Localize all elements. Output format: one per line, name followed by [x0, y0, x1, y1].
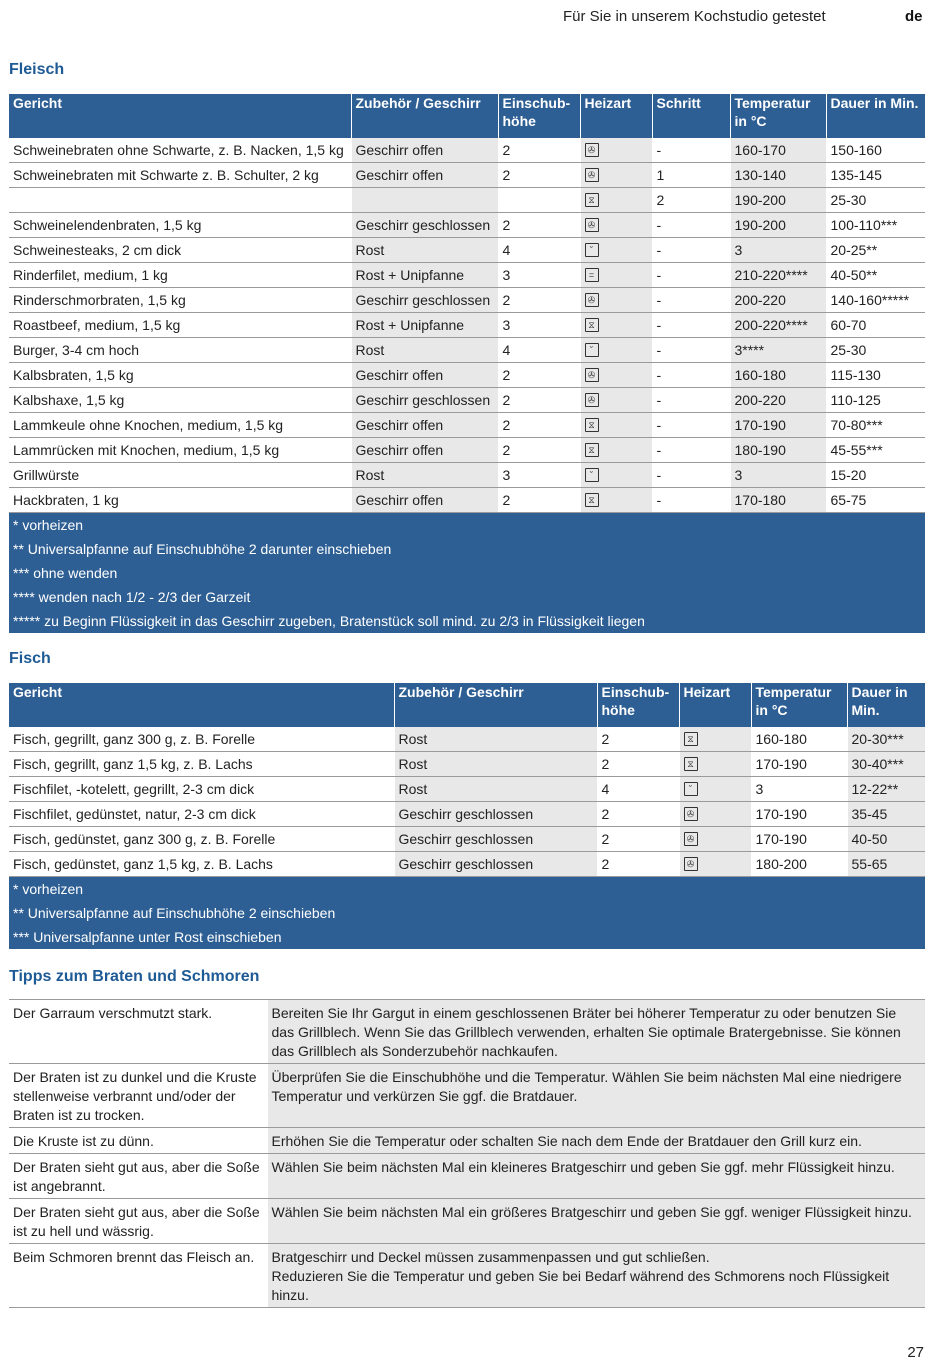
section-heading-tipps: Tipps zum Braten und Schmoren: [9, 968, 260, 985]
gericht-cell: Burger, 3-4 cm hoch: [9, 338, 351, 363]
loesung-cell: Wählen Sie beim nächsten Mal ein kleineres Bratgeschirr und geben Sie ggf. mehr Flüssigkeit hinzu.: [267, 1154, 925, 1199]
schritt-cell: -: [652, 213, 730, 238]
footnote-row: [9, 877, 925, 902]
schritt-cell: -: [652, 438, 730, 463]
grill-gross-icon: ˘: [585, 468, 599, 482]
heissluft-eco-icon: ✇: [585, 218, 599, 232]
zubehoer-cell: Geschirr geschlossen: [351, 213, 498, 238]
column-header: Temperatur in °C: [730, 94, 826, 138]
temp-cell: 170-190: [751, 802, 847, 827]
zubehoer-cell: Geschirr geschlossen: [351, 288, 498, 313]
temp-cell: 200-220: [730, 388, 826, 413]
heizart-cell: [580, 163, 652, 188]
tipps-row: [9, 1128, 925, 1154]
hoehe-cell: 2: [498, 213, 580, 238]
heizart-cell: [580, 438, 652, 463]
table-row: [9, 288, 925, 313]
temp-cell: 3: [730, 238, 826, 263]
schritt-cell: -: [652, 413, 730, 438]
schritt-cell: -: [652, 488, 730, 513]
zubehoer-cell: Geschirr offen: [351, 413, 498, 438]
temp-cell: 180-190: [730, 438, 826, 463]
temp-cell: 170-190: [751, 827, 847, 852]
language-tag: de: [905, 8, 923, 25]
footnote-row: [9, 609, 925, 633]
zubehoer-cell: Geschirr offen: [351, 163, 498, 188]
heizart-cell: [580, 288, 652, 313]
hoehe-cell: 2: [597, 827, 679, 852]
temp-cell: 160-170: [730, 138, 826, 163]
gericht-cell: Lammrücken mit Knochen, medium, 1,5 kg: [9, 438, 351, 463]
zubehoer-cell: Geschirr offen: [351, 488, 498, 513]
umluftgrill-icon: ⧖: [585, 493, 599, 507]
gericht-cell: Schweinelendenbraten, 1,5 kg: [9, 213, 351, 238]
table-row: [9, 488, 925, 513]
footnote: ** Universalpfanne auf Einschubhöhe 2 einschieben: [9, 901, 925, 925]
heizart-cell: [580, 413, 652, 438]
hoehe-cell: 4: [597, 777, 679, 802]
temp-cell: 170-180: [730, 488, 826, 513]
footnote-row: [9, 901, 925, 925]
tipps-row: [9, 1199, 925, 1244]
table-row: [9, 238, 925, 263]
dauer-cell: 150-160: [826, 138, 925, 163]
footnote: ** Universalpfanne auf Einschubhöhe 2 darunter einschieben: [9, 537, 925, 561]
temp-cell: 180-200: [751, 852, 847, 877]
fleisch-table: [9, 94, 925, 633]
table-row: [9, 138, 925, 163]
fisch-table: [9, 683, 925, 949]
hoehe-cell: 4: [498, 338, 580, 363]
heizart-cell: [580, 188, 652, 213]
hoehe-cell: 3: [498, 313, 580, 338]
dauer-cell: 140-160*****: [826, 288, 925, 313]
hoehe-cell: 2: [498, 438, 580, 463]
gericht-cell: Schweinebraten mit Schwarte z. B. Schulter, 2 kg: [9, 163, 351, 188]
hoehe-cell: 2: [597, 802, 679, 827]
table-row: [9, 802, 925, 827]
heizart-cell: [580, 338, 652, 363]
heissluft-eco-icon: ✇: [684, 857, 698, 871]
loesung-cell: Bratgeschirr und Deckel müssen zusammenpassen und gut schließen. Reduzieren Sie die Temperatur und geben Sie bei Bedarf während des Schmorens noch Flüssigkeit hinzu.: [267, 1244, 925, 1308]
heizart-cell: [679, 777, 751, 802]
section-heading-fisch: Fisch: [9, 650, 51, 667]
footnote: * vorheizen: [9, 877, 925, 902]
grill-gross-icon: ˘: [684, 782, 698, 796]
footnote-row: [9, 585, 925, 609]
footnote: ***** zu Beginn Flüssigkeit in das Geschirr zugeben, Bratenstück soll mind. zu 2/3 in Flüssigkeit liegen: [9, 609, 925, 633]
temp-cell: 3****: [730, 338, 826, 363]
schritt-cell: -: [652, 138, 730, 163]
zubehoer-cell: Rost: [394, 752, 597, 777]
footnote-row: [9, 513, 925, 538]
dauer-cell: 70-80***: [826, 413, 925, 438]
column-header: Temperatur in °C: [751, 683, 847, 727]
column-header: Dauer in Min.: [826, 94, 925, 138]
dauer-cell: 30-40***: [847, 752, 925, 777]
hoehe-cell: 2: [597, 752, 679, 777]
gericht-cell: Fisch, gedünstet, ganz 300 g, z. B. Forelle: [9, 827, 394, 852]
gericht-cell: Grillwürste: [9, 463, 351, 488]
schritt-cell: -: [652, 338, 730, 363]
heizart-cell: [580, 263, 652, 288]
loesung-cell: Erhöhen Sie die Temperatur oder schalten Sie nach dem Ende der Bratdauer den Grill kurz ein.: [267, 1128, 925, 1154]
hoehe-cell: 2: [498, 288, 580, 313]
column-header: Heizart: [580, 94, 652, 138]
zubehoer-cell: Geschirr offen: [351, 438, 498, 463]
zubehoer-cell: Geschirr offen: [351, 363, 498, 388]
schritt-cell: -: [652, 288, 730, 313]
temp-cell: 170-190: [751, 752, 847, 777]
schritt-cell: 2: [652, 188, 730, 213]
dauer-cell: 12-22**: [847, 777, 925, 802]
section-heading-fleisch: Fleisch: [9, 61, 65, 78]
dauer-cell: 20-25**: [826, 238, 925, 263]
heissluft-eco-icon: ✇: [585, 368, 599, 382]
temp-cell: 200-220****: [730, 313, 826, 338]
table-row: [9, 313, 925, 338]
table-row: [9, 263, 925, 288]
dauer-cell: 100-110***: [826, 213, 925, 238]
dauer-cell: 65-75: [826, 488, 925, 513]
grill-gross-icon: ˘: [585, 343, 599, 357]
gericht-cell: [9, 188, 351, 213]
temp-cell: 160-180: [751, 727, 847, 752]
loesung-cell: Bereiten Sie Ihr Gargut in einem geschlossenen Bräter bei höherer Temperatur zu oder benutzen Sie das Grillblech. Wenn Sie das Grillblech verwenden, erhalten Sie optimale Bratergebnisse. Sie können das Grillblech als Sonderzubehör nachkaufen.: [267, 1000, 925, 1064]
tipps-table: [9, 999, 925, 1308]
heizart-cell: [580, 213, 652, 238]
temp-cell: 190-200: [730, 213, 826, 238]
heissluft-eco-icon: ✇: [684, 807, 698, 821]
heizart-cell: [679, 802, 751, 827]
zubehoer-cell: Rost: [351, 238, 498, 263]
problem-cell: Der Garraum verschmutzt stark.: [9, 1000, 267, 1064]
heizart-cell: [679, 827, 751, 852]
problem-cell: Der Braten ist zu dunkel und die Kruste stellenweise verbrannt und/oder der Braten ist zu trocken.: [9, 1064, 267, 1128]
table-row: [9, 852, 925, 877]
column-header: Einschub- höhe: [597, 683, 679, 727]
zubehoer-cell: Geschirr geschlossen: [351, 388, 498, 413]
dauer-cell: 15-20: [826, 463, 925, 488]
hoehe-cell: 2: [498, 163, 580, 188]
schritt-cell: -: [652, 263, 730, 288]
gericht-cell: Hackbraten, 1 kg: [9, 488, 351, 513]
schritt-cell: -: [652, 463, 730, 488]
problem-cell: Die Kruste ist zu dünn.: [9, 1128, 267, 1154]
problem-cell: Beim Schmoren brennt das Fleisch an.: [9, 1244, 267, 1308]
temp-cell: 200-220: [730, 288, 826, 313]
zubehoer-cell: Rost: [351, 463, 498, 488]
gericht-cell: Schweinesteaks, 2 cm dick: [9, 238, 351, 263]
hoehe-cell: 2: [597, 852, 679, 877]
zubehoer-cell: [351, 188, 498, 213]
heissluft-eco-icon: ✇: [585, 293, 599, 307]
hoehe-cell: 2: [498, 363, 580, 388]
footnote: *** Universalpfanne unter Rost einschieben: [9, 925, 925, 949]
table-row: [9, 338, 925, 363]
hoehe-cell: 3: [498, 463, 580, 488]
schritt-cell: -: [652, 363, 730, 388]
hoehe-cell: 3: [498, 263, 580, 288]
dauer-cell: 40-50: [847, 827, 925, 852]
dauer-cell: 25-30: [826, 338, 925, 363]
table-row: [9, 213, 925, 238]
hoehe-cell: 2: [597, 727, 679, 752]
gericht-cell: Fisch, gedünstet, ganz 1,5 kg, z. B. Lachs: [9, 852, 394, 877]
column-header: Zubehör / Geschirr: [351, 94, 498, 138]
tipps-row: [9, 1154, 925, 1199]
gericht-cell: Rinderschmorbraten, 1,5 kg: [9, 288, 351, 313]
dauer-cell: 60-70: [826, 313, 925, 338]
hoehe-cell: 2: [498, 138, 580, 163]
tipps-row: [9, 1244, 925, 1308]
column-header: Heizart: [679, 683, 751, 727]
hoehe-cell: 2: [498, 413, 580, 438]
column-header: Schritt: [652, 94, 730, 138]
umluftgrill-icon: ⧖: [684, 732, 698, 746]
hoehe-cell: 2: [498, 388, 580, 413]
hoehe-cell: 2: [498, 488, 580, 513]
column-header: Dauer in Min.: [847, 683, 925, 727]
zubehoer-cell: Rost: [351, 338, 498, 363]
umluftgrill-icon: ⧖: [585, 318, 599, 332]
heissluft-eco-icon: ✇: [585, 168, 599, 182]
zubehoer-cell: Geschirr geschlossen: [394, 827, 597, 852]
heizart-cell: [679, 752, 751, 777]
gericht-cell: Kalbshaxe, 1,5 kg: [9, 388, 351, 413]
column-header: Gericht: [9, 683, 394, 727]
heizart-cell: [580, 363, 652, 388]
dauer-cell: 45-55***: [826, 438, 925, 463]
dauer-cell: 110-125: [826, 388, 925, 413]
dauer-cell: 40-50**: [826, 263, 925, 288]
zubehoer-cell: Geschirr geschlossen: [394, 802, 597, 827]
dauer-cell: 25-30: [826, 188, 925, 213]
gericht-cell: Schweinebraten ohne Schwarte, z. B. Nacken, 1,5 kg: [9, 138, 351, 163]
heissluft-eco-icon: ✇: [585, 143, 599, 157]
temp-cell: 210-220****: [730, 263, 826, 288]
gericht-cell: Roastbeef, medium, 1,5 kg: [9, 313, 351, 338]
dauer-cell: 20-30***: [847, 727, 925, 752]
heizart-cell: [580, 388, 652, 413]
dauer-cell: 55-65: [847, 852, 925, 877]
gericht-cell: Fisch, gegrillt, ganz 1,5 kg, z. B. Lachs: [9, 752, 394, 777]
gericht-cell: Fisch, gegrillt, ganz 300 g, z. B. Forelle: [9, 727, 394, 752]
gericht-cell: Lammkeule ohne Knochen, medium, 1,5 kg: [9, 413, 351, 438]
heizart-cell: [580, 238, 652, 263]
tipps-row: [9, 1064, 925, 1128]
footnote: *** ohne wenden: [9, 561, 925, 585]
table-row: [9, 188, 925, 213]
heizart-cell: [580, 313, 652, 338]
table-row: [9, 777, 925, 802]
schritt-cell: -: [652, 388, 730, 413]
table-header-row: [9, 683, 925, 727]
temp-cell: 3: [730, 463, 826, 488]
zubehoer-cell: Rost + Unipfanne: [351, 313, 498, 338]
heizart-cell: [679, 852, 751, 877]
column-header: Zubehör / Geschirr: [394, 683, 597, 727]
heizart-cell: [679, 727, 751, 752]
table-row: [9, 363, 925, 388]
page-number: 27: [907, 1344, 924, 1361]
umluftgrill-icon: ⧖: [585, 443, 599, 457]
tipps-row: [9, 1000, 925, 1064]
table-header-row: [9, 94, 925, 138]
zubehoer-cell: Rost: [394, 777, 597, 802]
footnote: * vorheizen: [9, 513, 925, 538]
table-row: [9, 727, 925, 752]
schritt-cell: -: [652, 238, 730, 263]
umluftgrill-icon: ⧖: [585, 418, 599, 432]
heizart-cell: [580, 463, 652, 488]
loesung-cell: Überprüfen Sie die Einschubhöhe und die Temperatur. Wählen Sie beim nächsten Mal eine niedrigere Temperatur und verkürzen Sie ggf. die Bratdauer.: [267, 1064, 925, 1128]
schritt-cell: 1: [652, 163, 730, 188]
heizart-cell: [580, 488, 652, 513]
umluftgrill-icon: ⧖: [684, 757, 698, 771]
zubehoer-cell: Geschirr geschlossen: [394, 852, 597, 877]
table-row: [9, 827, 925, 852]
grill-gross-icon: ˘: [585, 243, 599, 257]
table-row: [9, 752, 925, 777]
table-row: [9, 463, 925, 488]
page-header: [0, 8, 950, 30]
zubehoer-cell: Rost: [394, 727, 597, 752]
dauer-cell: 115-130: [826, 363, 925, 388]
temp-cell: 190-200: [730, 188, 826, 213]
gericht-cell: Kalbsbraten, 1,5 kg: [9, 363, 351, 388]
table-row: [9, 163, 925, 188]
hoehe-cell: [498, 188, 580, 213]
umluftgrill-icon: ⧖: [585, 193, 599, 207]
table-row: [9, 438, 925, 463]
dauer-cell: 35-45: [847, 802, 925, 827]
footnote-row: [9, 561, 925, 585]
gericht-cell: Rinderfilet, medium, 1 kg: [9, 263, 351, 288]
heissluft-eco-icon: ✇: [684, 832, 698, 846]
gericht-cell: Fischfilet, -kotelett, gegrillt, 2-3 cm dick: [9, 777, 394, 802]
schritt-cell: -: [652, 313, 730, 338]
hoehe-cell: 4: [498, 238, 580, 263]
table-row: [9, 413, 925, 438]
zubehoer-cell: Geschirr offen: [351, 138, 498, 163]
column-header: Einschub- höhe: [498, 94, 580, 138]
column-header: Gericht: [9, 94, 351, 138]
footnote-row: [9, 537, 925, 561]
problem-cell: Der Braten sieht gut aus, aber die Soße ist zu hell und wässrig.: [9, 1199, 267, 1244]
footnote: **** wenden nach 1/2 - 2/3 der Garzeit: [9, 585, 925, 609]
table-row: [9, 388, 925, 413]
heizart-cell: [580, 138, 652, 163]
loesung-cell: Wählen Sie beim nächsten Mal ein größeres Bratgeschirr und geben Sie ggf. weniger Flüssigkeit hinzu.: [267, 1199, 925, 1244]
heissluft-eco-icon: ✇: [585, 393, 599, 407]
zubehoer-cell: Rost + Unipfanne: [351, 263, 498, 288]
temp-cell: 3: [751, 777, 847, 802]
temp-cell: 160-180: [730, 363, 826, 388]
temp-cell: 170-190: [730, 413, 826, 438]
footnote-row: [9, 925, 925, 949]
problem-cell: Der Braten sieht gut aus, aber die Soße ist angebrannt.: [9, 1154, 267, 1199]
temp-cell: 130-140: [730, 163, 826, 188]
dauer-cell: 135-145: [826, 163, 925, 188]
ober-unterhitze-icon: =: [585, 268, 599, 282]
gericht-cell: Fischfilet, gedünstet, natur, 2-3 cm dick: [9, 802, 394, 827]
header-title: Für Sie in unserem Kochstudio getestet: [563, 8, 826, 25]
